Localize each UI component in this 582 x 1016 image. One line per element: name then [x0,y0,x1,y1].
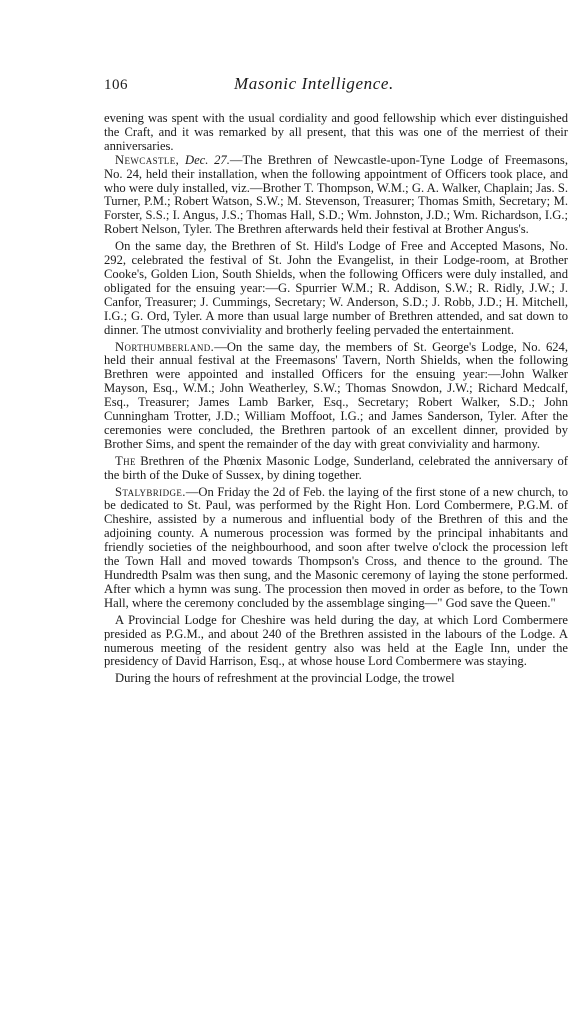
paragraph-text: —The Brethren of Newcastle-upon-Tyne Lodge of Freemasons, No. 24, held their installation, when the following appointment of Officers took place, and who were duly installed, viz.—Brother T. Thompson, W.M.; G. A. Walker, Chaplain; Jas. S. Turner, P.M.; Robert Watson, S.W.; M. Stevenson, Treasurer; Thomas Smith, Secretary; M. Forster, S.S.; I. Angus, J.S.; Thomas Hall, S.D.; Wm. Johnston, J.D.; Wm. Richardson, I.G.; Robert Nelson, Tyler. The Brethren afterwards held their festival at Brother Angus's. [104,152,568,237]
paragraph-text: —On Friday the 2d of Feb. the laying of the first stone of a new church, to be dedicated to St. Paul, was performed by the Right Hon. Lord Combermere, P.G.M. of Cheshire, assisted by a numerous and influential body of the Brethren of this and the adjoining county. A numerous procession was formed by the principal inhabitants and friendly societies of the neighbourhood, and soon after twelve o'clock the procession left the Town Hall and moved towards Thompson's Cross, and thence to the ground. The Hundredth Psalm was then sung, and the Masonic ceremony of laying the stone performed. After which a hymn was sung. The procession then moved in order as before, to the Town Hall, where the ceremony concluded by the assemblage singing—" God save the Queen." [104,484,568,610]
date-label: Dec. 27. [184,152,230,167]
paragraph-text: —On the same day, the members of St. George's Lodge, No. 624, held their annual festival at the Freemasons' Tavern, North Shields, when the following Brethren were appointed and installed Officers for the ensuing year:—John Walker Mayson, Esq., W.M.; John Weatherley, S.W.; Thomas Snowdon, J.W.; Richard Medcalf, Esq., Treasurer; James Lamb Barker, Esq., Secretary; Robert Walker, S.D.; John Cunningham Trotter, J.D.; William Moffoot, I.G.; and James Sanderson, Tyler. After the ceremonies were concluded, the Brethren partook of an excellent dinner, provided by Brother Sims, and spent the remainder of the day with great conviviality and harmony. [104,339,568,451]
running-title: Masonic Intelligence. [234,74,394,93]
paragraph-text: Brethren of the Phœnix Masonic Lodge, Sunderland, celebrated the anniversary of the birth of the Duke of Sussex, by dining together. [104,453,568,482]
page-number: 106 [104,77,128,93]
paragraph-st-hilds [104,240,568,337]
paragraph-phoenix-lodge [104,455,568,483]
paragraph-text: A Provincial Lodge for Cheshire was held during the day, at which Lord Combermere presided as P.G.M., and about 240 of the Brethren assisted in the labours of the Lodge. A numerous meeting of the resident gentry also was held at the Eagle Inn, under the presidency of David Harrison, Esq., at whose house Lord Combermere was staying. [104,612,568,669]
lead-word: The [115,453,136,468]
paragraph-stalybridge [104,486,568,611]
paragraph-provincial-lodge [104,614,568,670]
paragraph-continuation [104,112,568,154]
paragraph-refreshment [104,672,568,686]
place-heading: Stalybridge. [115,484,186,499]
place-heading: Northumberland. [115,339,215,354]
paragraph-newcastle [104,154,568,237]
page-header [104,74,568,100]
place-heading: Newcastle, [115,152,180,167]
paragraph-northumberland [104,341,568,452]
article-body [104,112,568,686]
paragraph-text: evening was spent with the usual cordiality and good fellowship which ever distinguished the Craft, and it was remarked by all present, that this was one of the merriest of their anniversaries. [104,111,568,153]
paragraph-text: During the hours of refreshment at the provincial Lodge, the trowel [115,671,455,686]
paragraph-text: On the same day, the Brethren of St. Hild's Lodge of Free and Accepted Masons, No. 292, celebrated the festival of St. John the Evangelist, in their Lodge-room, at Brother Cooke's, Golden Lion, South Shields, when the following Officers were duly installed, and obligated for the ensuing year:—G. Spurrier W.M.; R. Addison, S.W.; R. Ridly, J.W.; J. Canfor, Treasurer; J. Cummings, Secretary; W. Anderson, S.D.; J. Robb, J.D.; H. Mitchell, I.G.; G. Ord, Tyler. A more than usual large number of Brethren attended, and sat down to dinner. The utmost conviviality and brotherly feeling pervaded the entertainment. [104,239,568,337]
